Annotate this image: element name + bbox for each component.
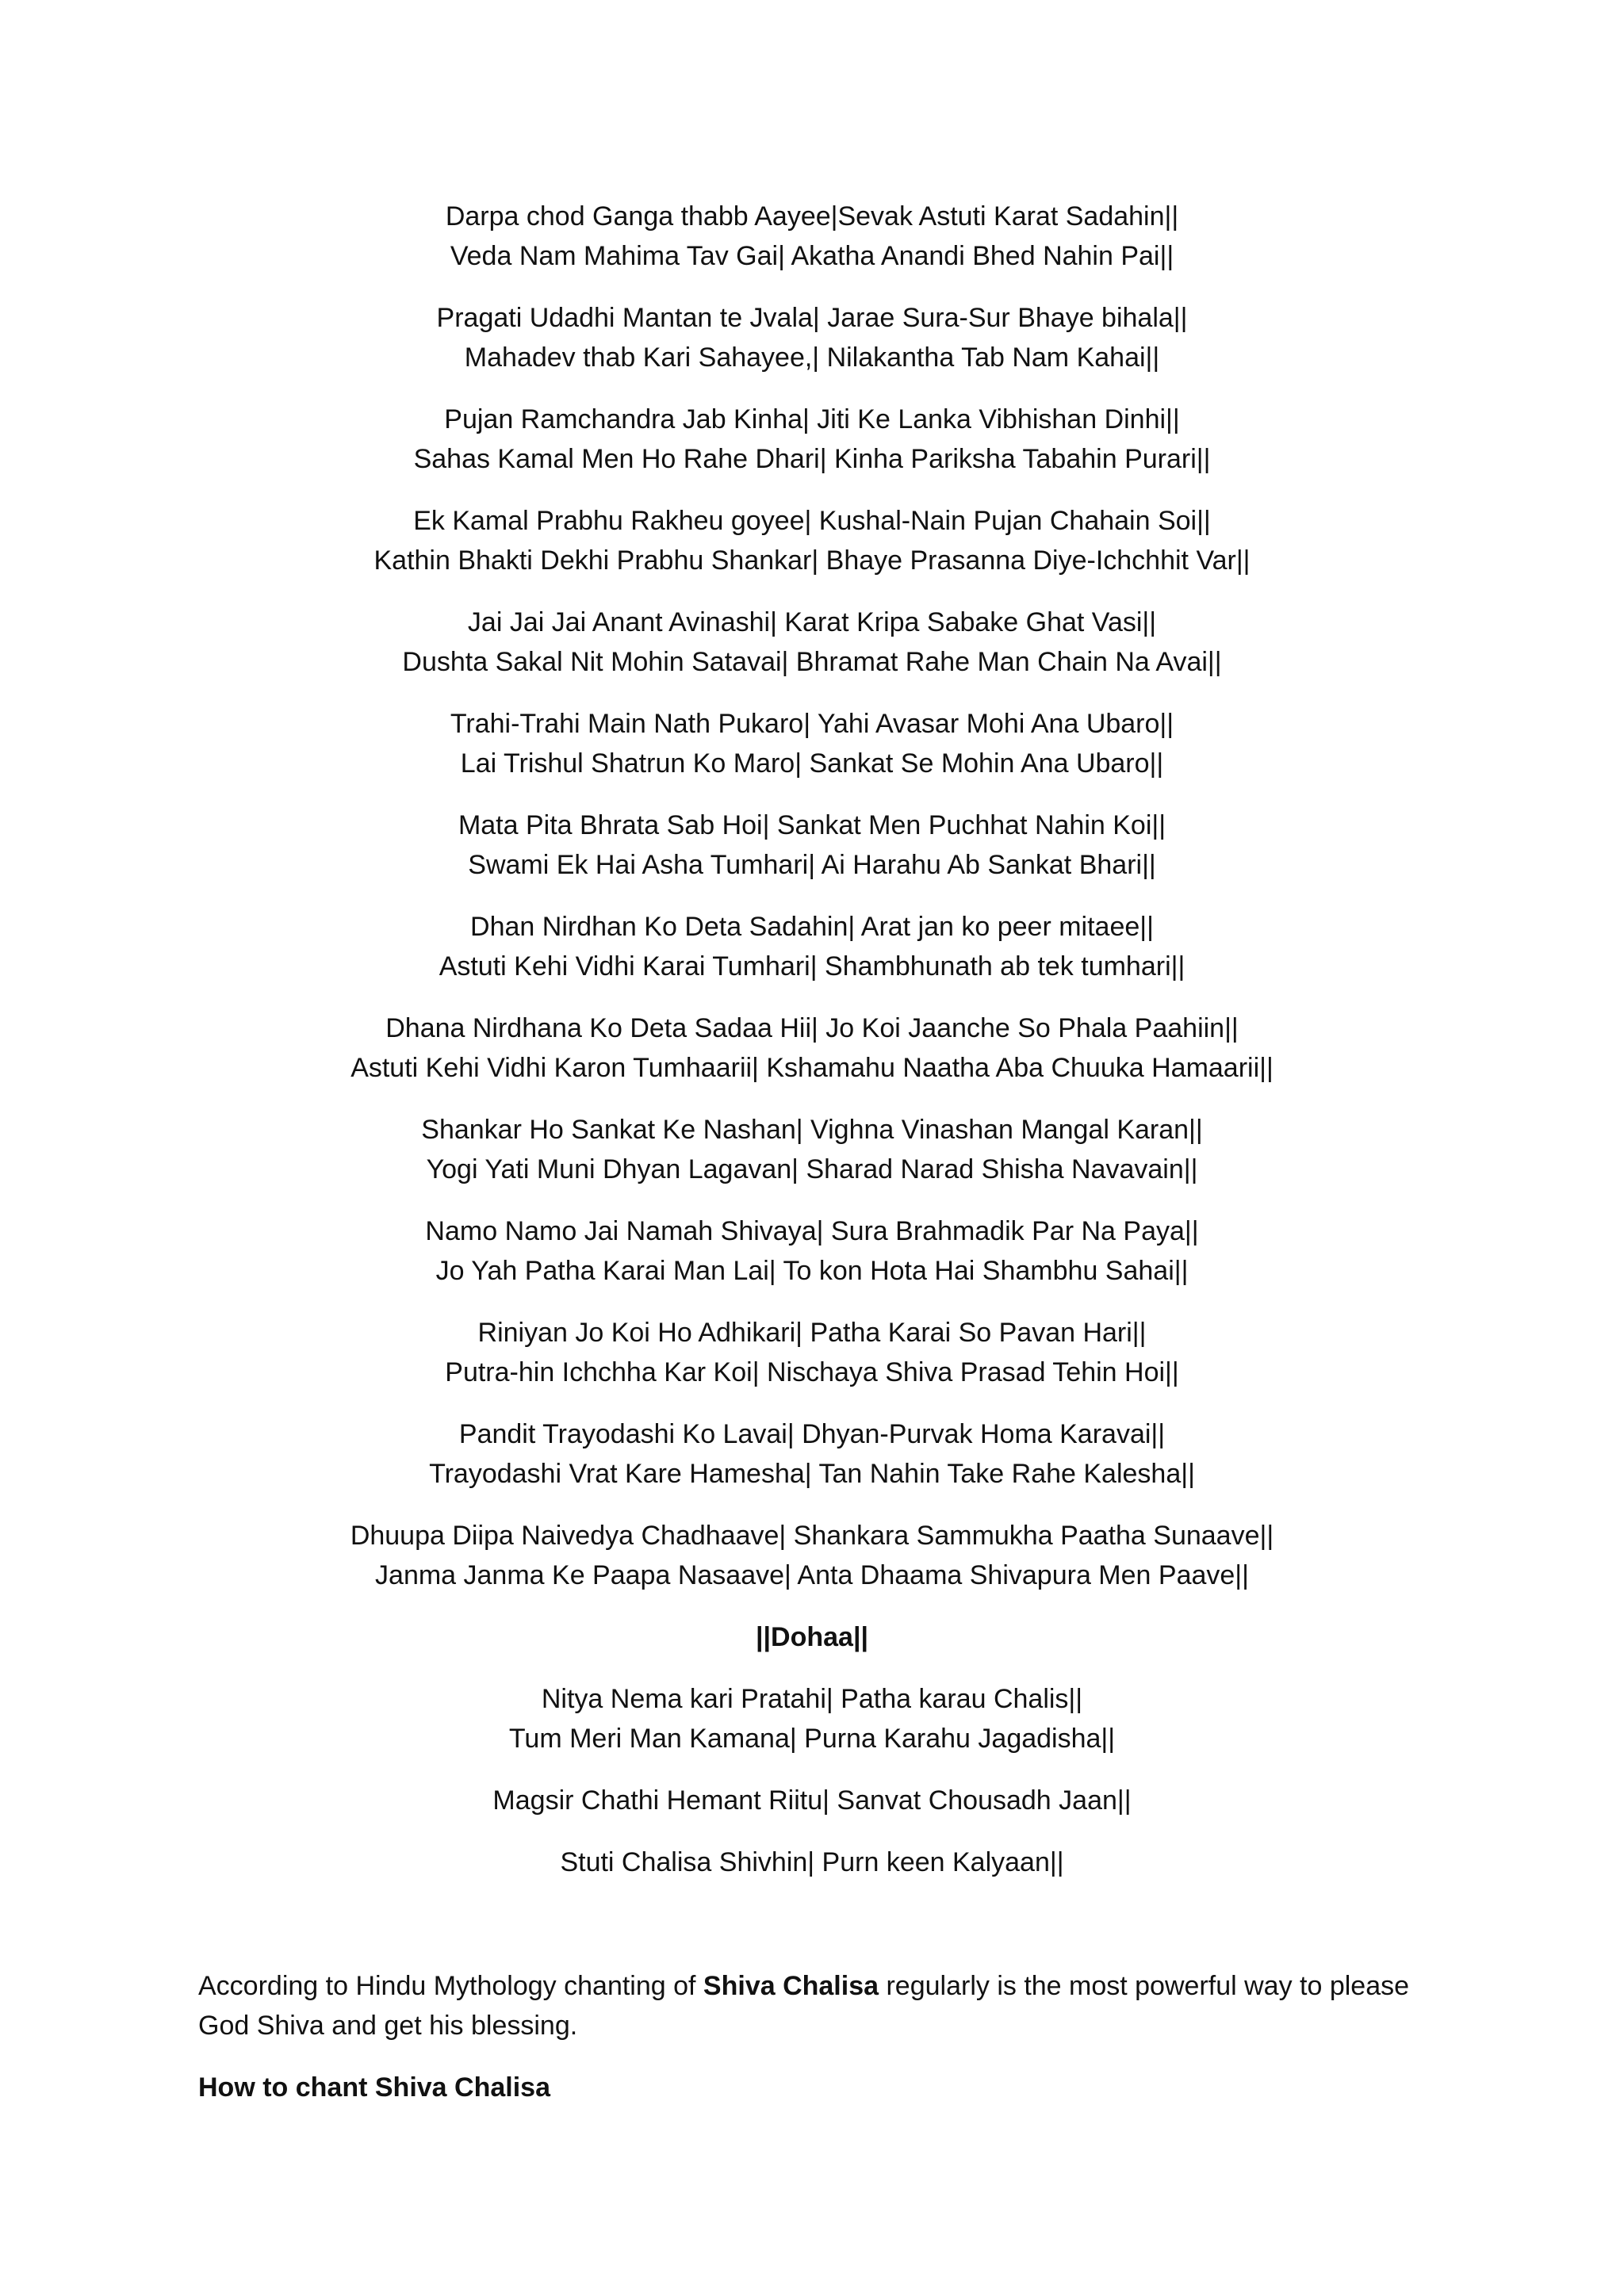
verse-line: Mahadev thab Kari Sahayee,| Nilakantha Tab Nam Kahai|| <box>464 342 1160 373</box>
verse-line: Pujan Ramchandra Jab Kinha| Jiti Ke Lanka Vibhishan Dinhi|| <box>444 404 1180 434</box>
verse-line: Ek Kamal Prabhu Rakheu goyee| Kushal-Nain Pujan Chahain Soi|| <box>413 506 1211 536</box>
paragraph-text: regularly is the most powerful way to please God Shiva and get his blessing. <box>198 1971 1410 2041</box>
verse-line: Stuti Chalisa Shivhin| Purn keen Kalyaan|| <box>560 1847 1064 1877</box>
verse-line: Trayodashi Vrat Kare Hamesha| Tan Nahin Take Rahe Kalesha|| <box>429 1459 1195 1489</box>
stanza <box>0 806 1624 885</box>
stanza <box>0 1313 1624 1392</box>
verse-line: Dhan Nirdhan Ko Deta Sadahin| Arat jan ko peer mitaee|| <box>470 912 1154 942</box>
intro-paragraph <box>198 1966 1435 2045</box>
stanza <box>0 501 1624 580</box>
paragraph-text: According to Hindu Mythology chanting of <box>198 1971 703 2001</box>
verse-line: Astuti Kehi Vidhi Karai Tumhari| Shambhunath ab tek tumhari|| <box>439 951 1185 982</box>
bold-term: Shiva Chalisa <box>703 1971 879 2001</box>
verses-section <box>0 197 1624 1904</box>
verse-line: Sahas Kamal Men Ho Rahe Dhari| Kinha Pariksha Tabahin Purari|| <box>413 444 1211 474</box>
section-heading: How to chant Shiva Chalisa <box>198 2072 550 2103</box>
verse-line: Putra-hin Ichchha Kar Koi| Nischaya Shiva Prasad Tehin Hoi|| <box>445 1357 1179 1387</box>
verse-line: Veda Nam Mahima Tav Gai| Akatha Anandi Bhed Nahin Pai|| <box>450 241 1174 271</box>
stanza <box>0 400 1624 479</box>
verse-line: Shankar Ho Sankat Ke Nashan| Vighna Vinashan Mangal Karan|| <box>421 1115 1203 1145</box>
verse-line: Dhana Nirdhana Ko Deta Sadaa Hii| Jo Koi Jaanche So Phala Paahiin|| <box>385 1013 1239 1043</box>
verse-line: Darpa chod Ganga thabb Aayee|Sevak Astuti Karat Sadahin|| <box>445 201 1179 232</box>
stanza <box>0 298 1624 377</box>
verse-line: Riniyan Jo Koi Ho Adhikari| Patha Karai So Pavan Hari|| <box>477 1318 1147 1348</box>
stanza <box>0 197 1624 276</box>
verse-line: Pragati Udadhi Mantan te Jvala| Jarae Sura-Sur Bhaye bihala|| <box>436 303 1188 333</box>
stanza <box>0 1110 1624 1189</box>
verse-line: Trahi-Trahi Main Nath Pukaro| Yahi Avasar Mohi Ana Ubaro|| <box>450 709 1174 739</box>
stanza <box>0 907 1624 986</box>
stanza <box>0 1211 1624 1291</box>
dohaa-stanza <box>0 1781 1624 1820</box>
dohaa-stanza <box>0 1679 1624 1758</box>
verse-line: Pandit Trayodashi Ko Lavai| Dhyan-Purvak Homa Karavai|| <box>458 1419 1166 1449</box>
verse-line: Namo Namo Jai Namah Shivaya| Sura Brahmadik Par Na Paya|| <box>425 1216 1199 1246</box>
stanza <box>0 1008 1624 1088</box>
verse-line: Yogi Yati Muni Dhyan Lagavan| Sharad Narad Shisha Navavain|| <box>426 1154 1198 1184</box>
verse-line: Astuti Kehi Vidhi Karon Tumhaarii| Kshamahu Naatha Aba Chuuka Hamaarii|| <box>350 1053 1274 1083</box>
stanza <box>0 603 1624 682</box>
verse-line: Kathin Bhakti Dekhi Prabhu Shankar| Bhaye Prasanna Diye-Ichchhit Var|| <box>373 545 1251 576</box>
stanza <box>0 1414 1624 1494</box>
verse-line: Mata Pita Bhrata Sab Hoi| Sankat Men Puchhat Nahin Koi|| <box>458 810 1166 840</box>
closing-section <box>198 1966 1435 2107</box>
stanza <box>0 704 1624 783</box>
verse-line: Jai Jai Jai Anant Avinashi| Karat Kripa Sabake Ghat Vasi|| <box>467 607 1157 637</box>
dohaa-stanza <box>0 1843 1624 1882</box>
verse-line: Dhuupa Diipa Naivedya Chadhaave| Shankara Sammukha Paatha Sunaave|| <box>350 1521 1274 1551</box>
verse-line: Tum Meri Man Kamana| Purna Karahu Jagadisha|| <box>508 1724 1116 1754</box>
dohaa-heading: ||Dohaa|| <box>756 1622 868 1652</box>
verse-line: Swami Ek Hai Asha Tumhari| Ai Harahu Ab Sankat Bhari|| <box>468 850 1156 880</box>
verse-line: Magsir Chathi Hemant Riitu| Sanvat Chousadh Jaan|| <box>492 1785 1132 1816</box>
verse-line: Lai Trishul Shatrun Ko Maro| Sankat Se Mohin Ana Ubaro|| <box>460 748 1164 779</box>
verse-line: Jo Yah Patha Karai Man Lai| To kon Hota Hai Shambhu Sahai|| <box>435 1256 1189 1286</box>
verse-line: Janma Janma Ke Paapa Nasaave| Anta Dhaama Shivapura Men Paave|| <box>375 1560 1249 1590</box>
verse-line: Nitya Nema kari Pratahi| Patha karau Chalis|| <box>541 1684 1083 1714</box>
verse-line: Dushta Sakal Nit Mohin Satavai| Bhramat Rahe Man Chain Na Avai|| <box>402 647 1222 677</box>
stanza <box>0 1516 1624 1595</box>
